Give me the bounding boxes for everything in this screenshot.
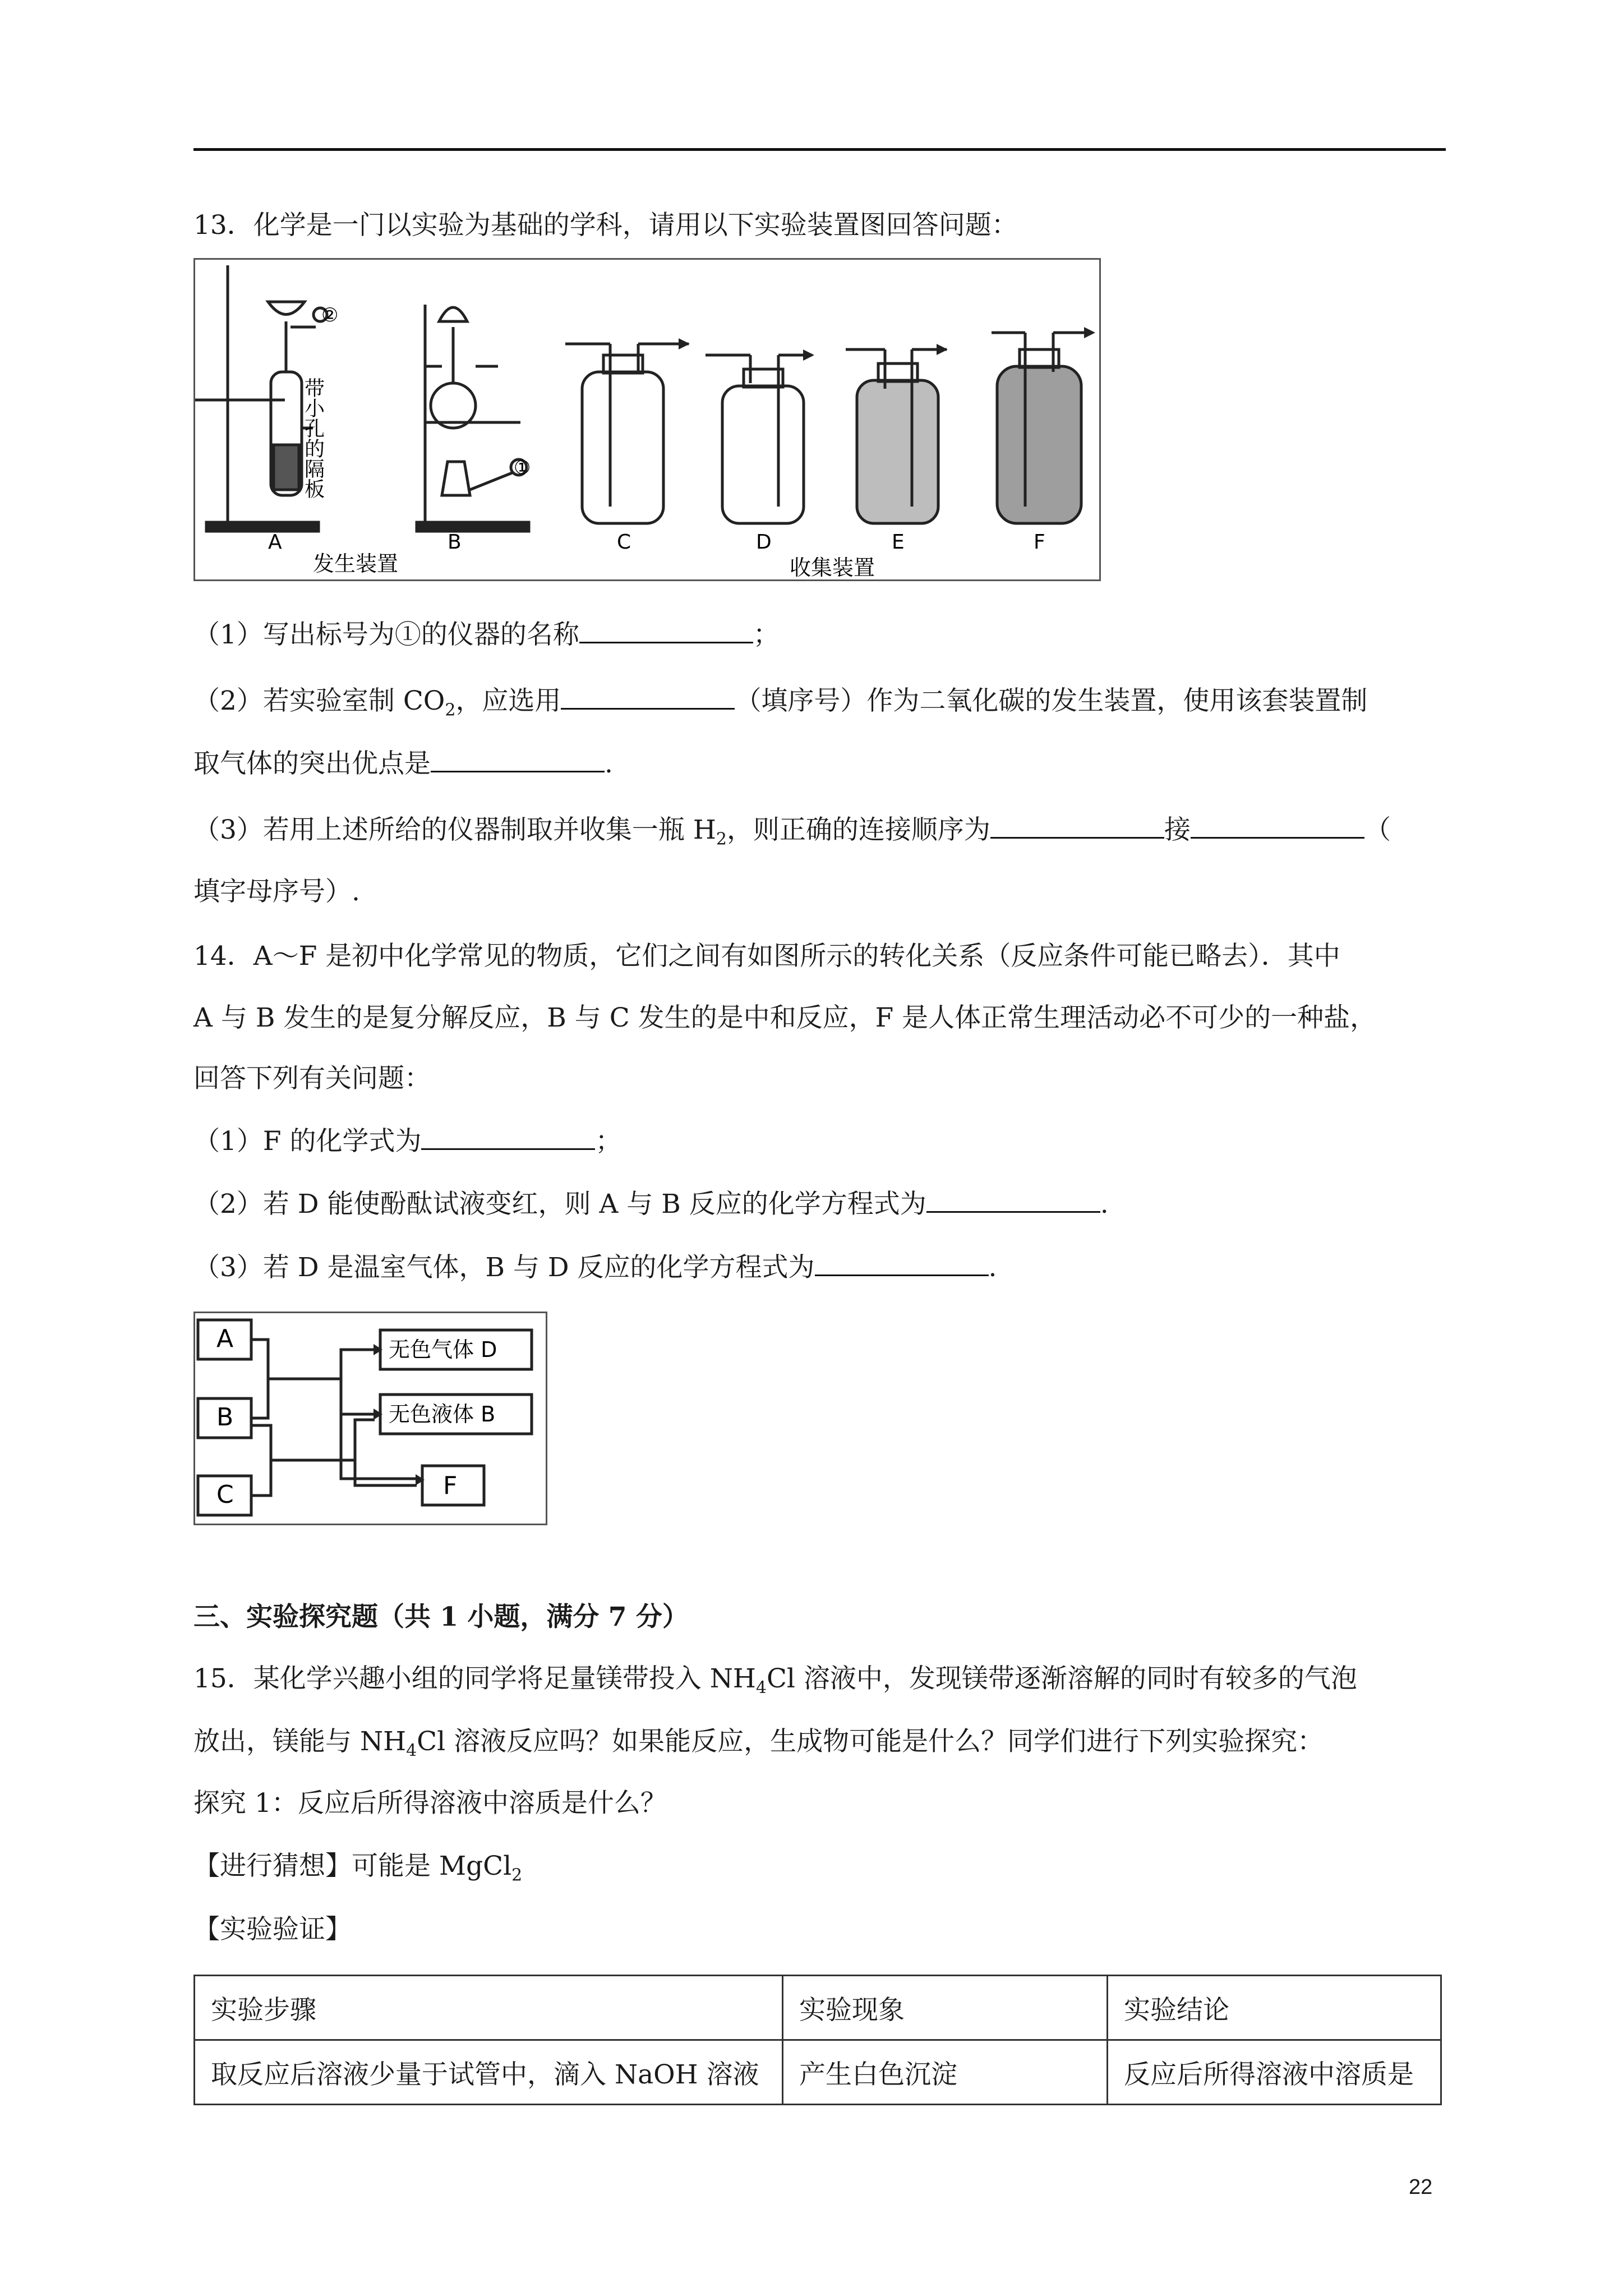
answer-blank[interactable] bbox=[579, 617, 753, 643]
q14-line3: 回答下列有关问题： bbox=[193, 1063, 431, 1094]
table-header-cell: 实验结论 bbox=[1108, 1976, 1441, 2040]
q14-line2: A 与 B 发生的是复分解反应，B 与 C 发生的是中和反应，F 是人体正常生理活动必不可少的一种盐， bbox=[193, 1002, 1377, 1033]
q13-part2-cont: 取气体的突出优点是 . bbox=[193, 746, 613, 781]
q13-stem: 13．化学是一门以实验为基础的学科，请用以下实验装置图回答问题： bbox=[193, 210, 1018, 241]
apparatus-drawing bbox=[195, 260, 1099, 579]
answer-blank[interactable] bbox=[421, 1124, 595, 1150]
q14-part2: （2）若 D 能使酚酞试液变红，则 A 与 B 反应的化学方程式为 . bbox=[193, 1186, 1109, 1221]
diagram-label-F: F bbox=[443, 1471, 458, 1500]
answer-blank[interactable] bbox=[561, 683, 735, 710]
apparatus-label-B: B bbox=[448, 531, 462, 554]
relation-diagram-drawing bbox=[195, 1313, 546, 1524]
answer-blank[interactable] bbox=[1191, 812, 1364, 839]
answer-blank[interactable] bbox=[815, 1250, 989, 1276]
apparatus-label-F: F bbox=[1034, 531, 1045, 554]
q13-part3-cont: 填字母序号）. bbox=[193, 876, 360, 907]
q15-verification-heading: 【实验验证】 bbox=[193, 1914, 352, 1945]
answer-blank[interactable] bbox=[990, 812, 1164, 839]
q13-part1: （1）写出标号为①的仪器的名称 ； bbox=[193, 617, 780, 652]
diagram-label-B: B bbox=[216, 1403, 234, 1432]
marker-1-label: ① bbox=[514, 457, 531, 479]
header-rule bbox=[193, 148, 1446, 151]
q13-apparatus-figure bbox=[193, 258, 1101, 581]
table-cell: 产生白色沉淀 bbox=[783, 2040, 1108, 2105]
section3-heading: 三、实验探究题（共 1 小题，满分 7 分） bbox=[193, 1602, 689, 1632]
answer-blank[interactable] bbox=[926, 1186, 1100, 1213]
table-cell: 取反应后溶液少量于试管中，滴入 NaOH 溶液 bbox=[195, 2040, 783, 2105]
apparatus-label-A: A bbox=[268, 531, 282, 554]
diagram-label-C: C bbox=[216, 1480, 234, 1509]
generator-group-label: 发生装置 bbox=[313, 551, 399, 576]
collector-group-label: 收集装置 bbox=[790, 555, 875, 579]
diagram-label-D: 无色气体 D bbox=[389, 1337, 497, 1362]
q13-part3: （3）若用上述所给的仪器制取并收集一瓶 $H_2$，则正确的连接顺序为 接 （ bbox=[193, 812, 1391, 847]
q14-line1: 14．A～F 是初中化学常见的物质，它们之间有如图所示的转化关系（反应条件可能已略去）．其中 bbox=[193, 941, 1340, 972]
marker-2-label: ② bbox=[321, 304, 339, 326]
q15-hypothesis: 【进行猜想】可能是 MgCl$_2$ bbox=[193, 1851, 523, 1885]
q15-line2: 放出，镁能与 $NH_4Cl$ 溶液反应吗？如果能反应，生成物可能是什么？同学们进行下列实验探究： bbox=[193, 1726, 1324, 1761]
q14-part1: （1）F 的化学式为 ； bbox=[193, 1124, 621, 1158]
apparatus-label-C: C bbox=[617, 531, 631, 554]
apparatus-label-E: E bbox=[892, 531, 905, 554]
diagram-label-B2: 无色液体 B bbox=[389, 1402, 496, 1427]
table-row bbox=[195, 2040, 1441, 2105]
answer-blank[interactable] bbox=[431, 746, 605, 772]
diagram-label-A: A bbox=[216, 1324, 234, 1353]
q13-part2: （2）若实验室制 $CO_2$，应选用 （填序号）作为二氧化碳的发生装置，使用该套装置制 bbox=[193, 683, 1367, 718]
q14-part3: （3）若 D 是温室气体，B 与 D 反应的化学方程式为 . bbox=[193, 1250, 997, 1285]
q14-relation-diagram bbox=[193, 1312, 547, 1525]
q15-line1: 15．某化学兴趣小组的同学将足量镁带投入 $NH_4Cl$ 溶液中，发现镁带逐渐溶解的同时有较多的气泡 bbox=[193, 1663, 1357, 1698]
apparatus-label-D: D bbox=[756, 531, 772, 554]
table-cell: 反应后所得溶液中溶质是 bbox=[1108, 2040, 1441, 2105]
table-header-cell: 实验步骤 bbox=[195, 1976, 783, 2040]
page-number: 22 bbox=[1409, 2175, 1433, 2199]
plate-label: 带小孔的隔板 bbox=[301, 378, 325, 499]
table-header-row bbox=[195, 1976, 1441, 2040]
table-header-cell: 实验现象 bbox=[783, 1976, 1108, 2040]
experiment-table bbox=[193, 1975, 1442, 2105]
q15-line3: 探究 1：反应后所得溶液中溶质是什么？ bbox=[193, 1788, 667, 1819]
